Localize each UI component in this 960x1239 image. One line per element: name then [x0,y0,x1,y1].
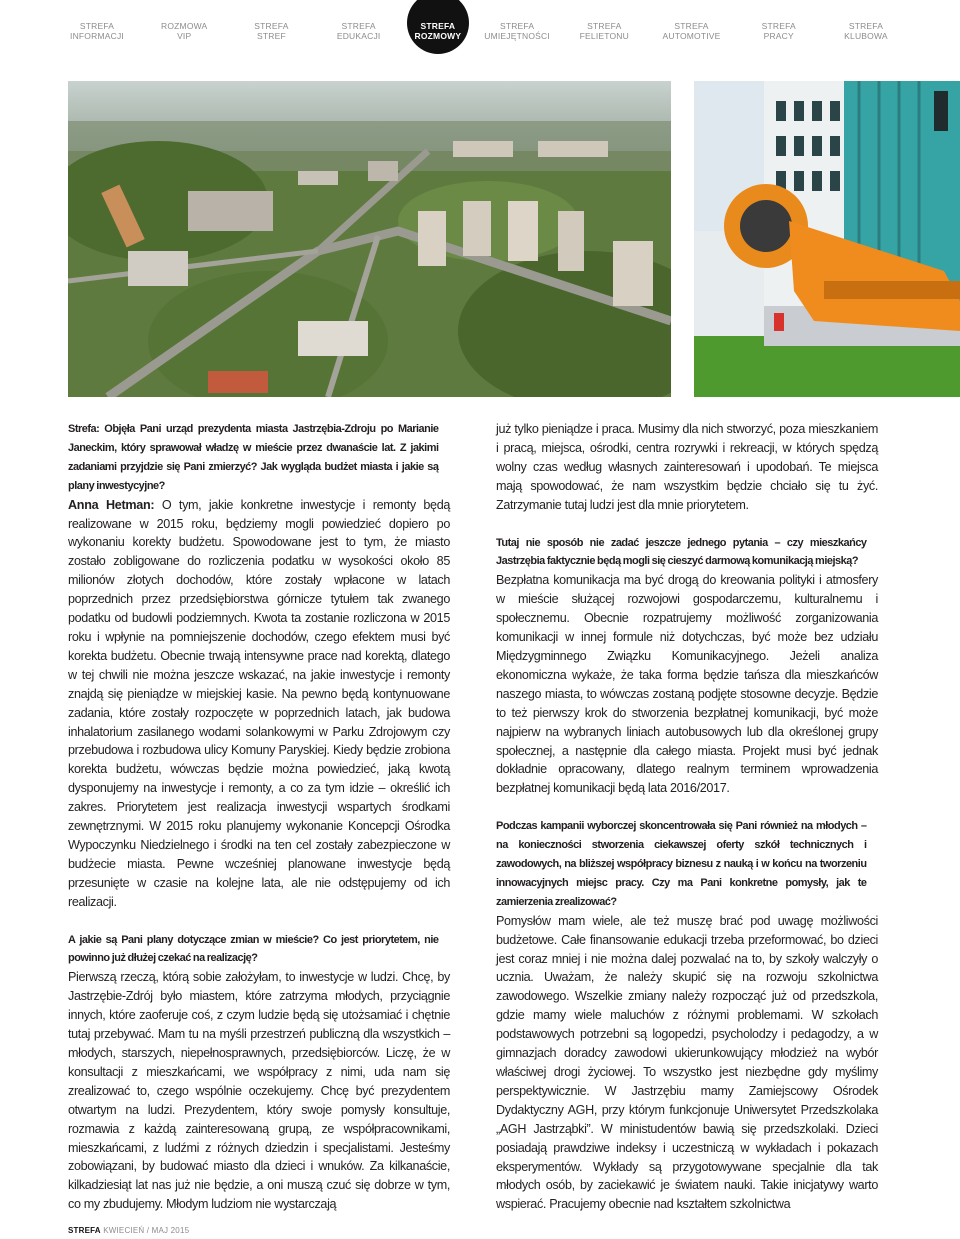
article-column-left [68,420,450,1214]
nav-strefa-stref[interactable]: STREFA STREF [254,21,289,41]
interview-answer-2: Pierwszą rzeczą, którą sobie założyłam, to inwestycje w ludzi. Chcę, by Jastrzębie-Zdrój było miastem, które zatrzyma młodych, przyciągnie innych, które zaoferuje coś, z czym ludzie będą się utożsamiać i chętnie tutaj przebywać. Mam tu na myśli przestrzeń publiczną dla wszystkich – młodych, starszych, niepełnosprawnych, przedsiębiorców. Liczę, że w konsultacji z mieszkańcami, we współpracy z nimi, uda nam się zrealizować to, czego wspólnie oczekujemy. Chcę być prezydentem otwartym na ludzi. Prezydentem, który swoje pomysły konsultuje, rozmawia z każdą zainteresowaną grupą, ze współpracownikami, mieszkańcami, z ludźmi z różnych dziedzin i specjalistami. Jesteśmy zobowiązani, by budować miasto dla dzieci i wnuków. Za kilkanaście, kilkadziesiąt lat nas już nie będzie, a oni muszą czuć się dobrze w tym, co my zbudujemy. Młodym ludziom nie wystarczają [68,970,450,1212]
mining-machine-monument-photo [694,81,960,397]
nav-rozmowa-vip[interactable]: ROZMOWA VIP [161,21,208,41]
nav-strefa-klubowa[interactable]: STREFA KLUBOWA [844,21,888,41]
speaker-name: Anna Hetman: [68,497,155,512]
interview-question-4: Podczas kampanii wyborczej skoncentrowała się Pani również na młodych – na konieczności stworzenia ciekawszej oferty szkół technicznych i zawodowych, na bliższej współpracy biznesu z nauką i w końcu na tworzeniu innowacyjnych miejsc pracy. Czy ma Pani konkretne pomysły, jak te zamierzenia zrealizować? [496,820,867,908]
interview-answer-1 [68,496,450,912]
interview-question-3: Tutaj nie sposób nie zadać jeszcze jednego pytania – czy mieszkańcy Jastrzębia faktycznie będą mogli się cieszyć darmową komunikacją miejską? [496,536,867,568]
interview-answer-1-text: O tym, jakie konkretne inwestycje i remonty będą realizowane w 2015 roku, będziemy mogli powiedzieć dopiero po wykonaniu korekty budżetu. Spowodowane jest to tym, że miasto zostało zobligowane do rozliczenia podatku w wysokości około 85 milionów złotych dochodów, które zostały wpłacone w latach poprzednich przez przedsiębiorstwa górnicze tytułem tak zwanego podatku od budowli podziemnych. Kwota ta zostanie rozliczona w 2015 roku i wpłynie na pomniejszenie dochodów, czego efektem musi być korekta budżetu. Obecnie trwają intensywne prace nad korektą, dlatego w tej chwili nie można jeszcze wskazać, na jakie inwestycje i remonty znajdą się pieniądze w miejskiej kasie. Na pewno będą kontynuowane zadania, które zostały rozpoczęte w poprzednich latach, jak budowa inhalatorium zasilanego wodami solankowymi w Parku Zdrojowym czy przebudowa i rozbudowa ulicy Komuny Paryskiej. Kiedy będzie zrobiona korekta budżetu, wówczas będzie można powiedzieć, jaką kwotą dysponujemy na inwestycje i remonty, a co za tym idzie – określić ich zakres. Priorytetem jest realizacja inwestycji wspartych środkami zewnętrznymi. W 2015 roku planujemy wykonanie Koncepcji Ośrodka Wypoczynku Niedzielnego i środki na ten cel zostały zabezpieczone w budżecie miasta. Pewne wcześniej planowane inwestycje będą przesunięte w czasie na kolejne lata, ale nie odstępujemy od ich realizacji. [68,497,450,909]
interview-answer-3: Bezpłatna komunikacja ma być drogą do kreowania polityki i atmosfery w mieście służącej rozwojowi gospodarczemu, kulturalnemu i społecznemu. Obecnie rozpatrujemy możliwość zorganizowania komunikacji w innej formule niż dotychczas, być może bez udziału Międzygminnego Związku Komunikacyjnego. Jeżeli analiza ekonomiczna wykaże, że taka forma będzie tańsza dla mieszkańców naszego miasta, to wówczas zostaną podjęte stosowne decyzje. Będzie to też pierwszy krok do stworzenia bezpłatnej komunikacji, być może najpierw na wybranych liniach autobusowych lub dla określonej grupy społecznej, a następnie dla całego miasta. Projekt musi być jednak dokładnie opracowany, dlatego realnym terminem wprowadzenia bezpłatnej komunikacji będą lata 2016/2017. [496,573,878,796]
nav-strefa-pracy[interactable]: STREFA PRACY [761,21,796,41]
interview-question-2: A jakie są Pani plany dotyczące zmian w mieście? Co jest priorytetem, nie powinno już dłużej czekać na realizację? [68,933,439,965]
interview-question-1: Strefa: Objęła Pani urząd prezydenta miasta Jastrzębia-Zdroju po Marianie Janeckim, który sprawował władzę w mieście przez dwanaście lat. Z jakimi zadaniami przyjdzie się Pani zmierzyć? Jak wygląda budżet miasta i jakie są plany inwestycyjne? [68,423,439,492]
footer-issue: KWIECIEŃ / MAJ 2015 [103,1226,190,1235]
interview-answer-2-continued: już tylko pieniądze i praca. Musimy dla nich stworzyć, poza mieszkaniem i pracą, miejsca, ośrodki, centra rozrywki i rekreacji, w których spędzą wolny czas według własnych zainteresowań i upodobań. Te miejsca mają spowodować, że nam wszystkim będzie chciało się tu żyć. Zatrzymanie tutaj ludzi jest dla mnie priorytetem. [496,422,878,512]
nav-strefa-rozmowy[interactable]: STREFA ROZMOWY [407,0,469,54]
aerial-city-photo [68,81,671,397]
nav-strefa-informacji[interactable]: STREFA INFORMACJI [70,21,124,41]
interview-answer-4: Pomysłów mam wiele, ale też muszę brać pod uwagę możliwości budżetowe. Całe finansowanie edukacji trzeba przeformować, bo dzieci jest coraz mniej i nie można dalej pozwalać na to, by szkoły walczyły o ucznia. Uważam, że należy skupić się na rozwoju szkolnictwa zawodowego. Wszelkie zmiany należy rozpocząć już od przedszkola, gdzie mamy wiele maluchów z różnymi problemami. W szkołach podstawowych potrzebni są logopedzi, psycholodzy i pedagodzy, a w gimnazjach doradcy zawodowi ukierunkowujący młodzież na wybór właściwej drogi życiowej. To wszystko jest niezbędne gdy myślimy perspektywicznie. W Jastrzębiu mamy Zamiejscowy Ośrodek Dydaktyczny AGH, przy którym funkcjonuje Uniwersytet Przedszkolaka „AGH Jastrząbki”. W ministudentów bawią się przedszkolaki. Dzieci posiadają prawdziwe indeksy i uczestniczą w wykładach i pokazach eksperymentów. Wykłady są przygotowywane specjalnie dla tak młodych osób, by zaciekawić je światem nauki. Takie inicjatywy warto wspierać. Pracujemy obecnie nad kształtem szkolnictwa [496,913,878,1212]
nav-strefa-umiejetnosci[interactable]: STREFA UMIEJĘTNOŚCI [484,21,550,41]
article-column-right [496,420,878,1214]
nav-strefa-automotive[interactable]: STREFA AUTOMOTIVE [662,21,721,41]
page-footer [68,1226,189,1235]
section-nav [0,0,960,60]
nav-strefa-felietonu[interactable]: STREFA FELIETONU [579,21,629,41]
nav-strefa-edukacji[interactable]: STREFA EDUKACJI [336,21,381,41]
footer-brand: STREFA [68,1226,101,1235]
